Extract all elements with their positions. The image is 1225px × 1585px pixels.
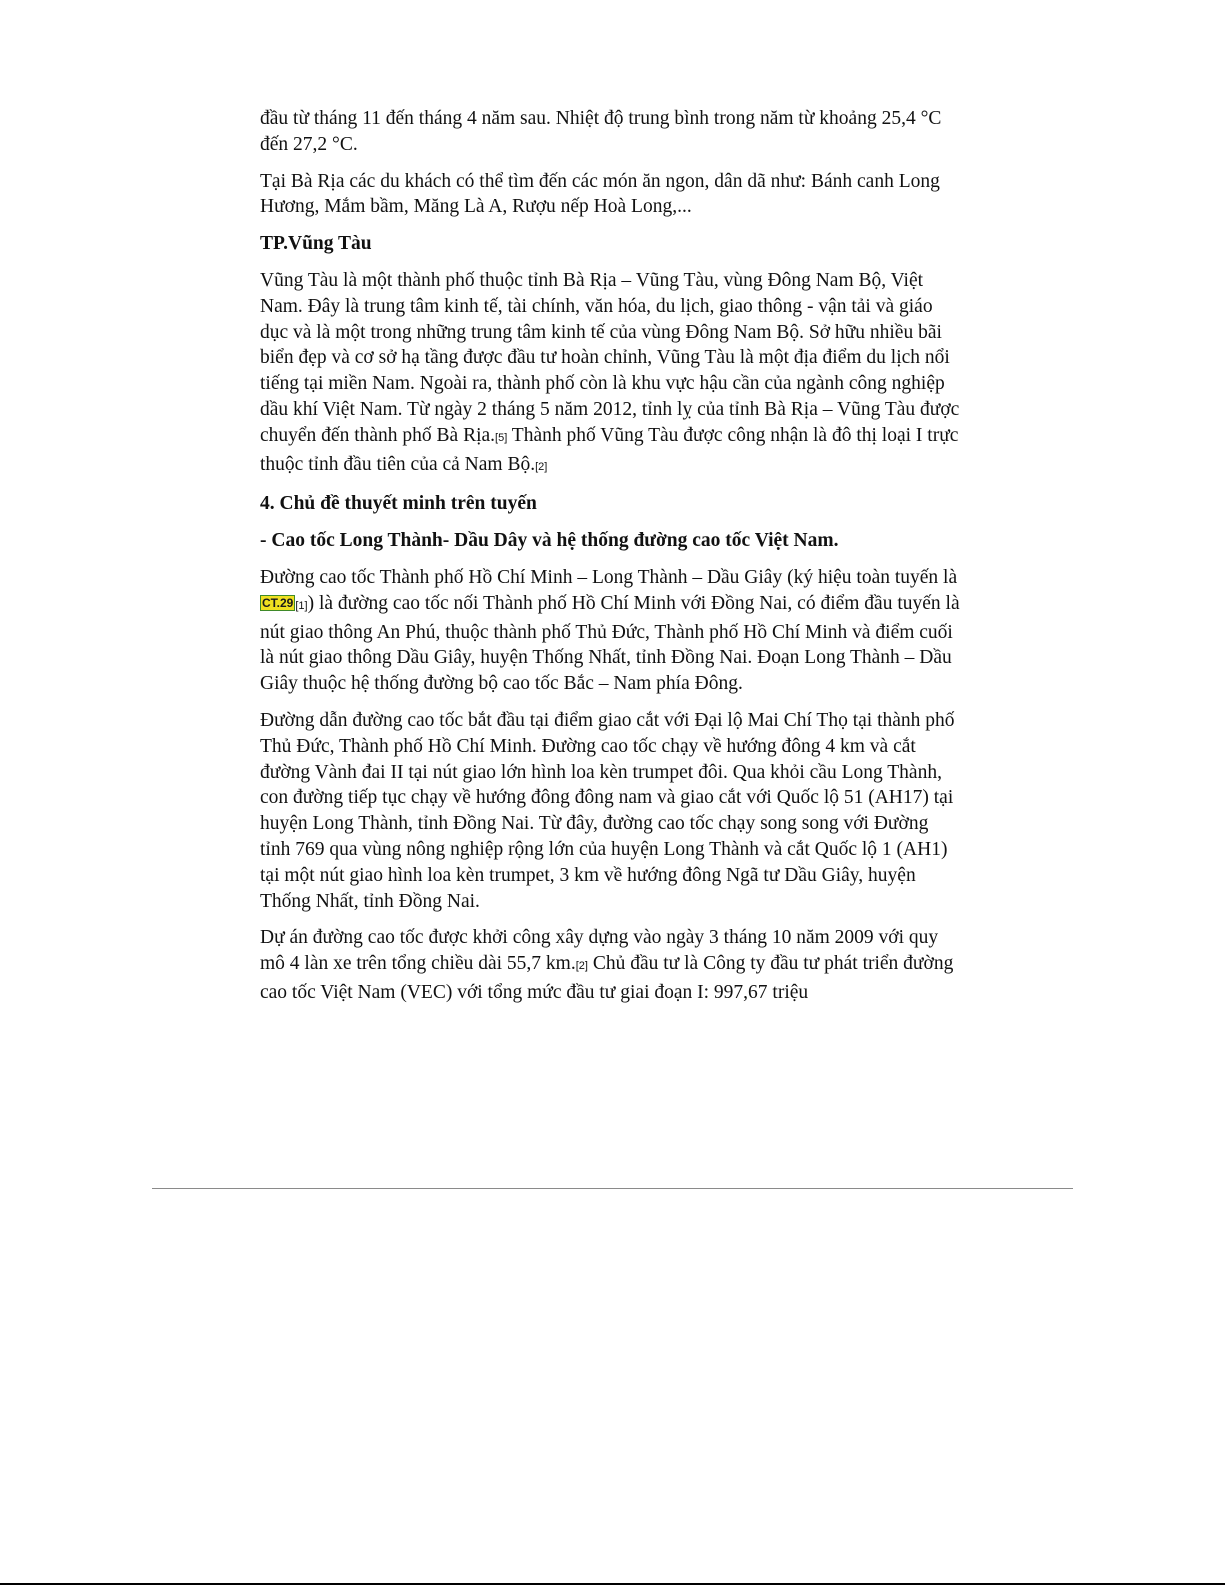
paragraph-text-continued: ) là đường cao tốc nối Thành phố Hồ Chí Minh với Đồng Nai, có điểm đầu tuyến là nút giao thông An Phú, thuộc thành phố Thủ Đức, Thành phố Hồ Chí Minh và điểm cuối là nút giao thông Dầu Giây, huyện Thống Nhất, tỉnh Đồng Nai. Đoạn Long Thành – Dầu Giây thuộc hệ thống đường bộ cao tốc Bắc – Nam phía Đông. (260, 592, 960, 695)
paragraph-text: Đường cao tốc Thành phố Hồ Chí Minh – Long Thành – Dầu Giây (ký hiệu toàn tuyến là (260, 566, 958, 588)
heading-topic (260, 491, 960, 517)
paragraph-text: Dự án đường cao tốc được khởi công xây dựng vào ngày 3 tháng 10 năm 2009 với quy mô 4 làn xe trên tổng chiều dài 55,7 km. (260, 927, 939, 975)
heading-text: - Cao tốc Long Thành- Dầu Dây và hệ thống đường cao tốc Việt Nam. (260, 530, 839, 552)
highway-code-badge[interactable]: CT.29 (262, 595, 294, 610)
reference-link[interactable]: [5] (495, 431, 508, 444)
paragraph-text-continued: Thành phố Vũng Tàu được công nhận là đô thị loại I trực thuộc tỉnh đầu tiên của cả Nam Bộ. (260, 424, 959, 475)
paragraph-text: Tại Bà Rịa các du khách có thể tìm đến các món ăn ngon, dân dã như: Bánh canh Long Hương, Mắm bầm, Măng Là A, Rượu nếp Hoà Long,... (260, 170, 940, 218)
paragraph-highway-route (260, 708, 960, 914)
paragraph-text: Đường dẫn đường cao tốc bắt đầu tại điểm giao cắt với Đại lộ Mai Chí Thọ tại thành phố Thủ Đức, Thành phố Hồ Chí Minh. Đường cao tốc chạy về hướng đông 4 km và cắt đường Vành đai II tại nút giao lớn hình loa kèn trumpet đôi. Qua khỏi cầu Long Thành, con đường tiếp tục chạy về hướng đông đông nam và giao cắt với Quốc lộ 51 (AH17) tại huyện Long Thành, tỉnh Đồng Nai. Từ đây, đường cao tốc chạy song song với Đường tỉnh 769 qua vùng nông nghiệp rộng lớn của huyện Long Thành và cắt Quốc lộ 1 (AH1) tại một nút giao hình loa kèn trumpet, 3 km về hướng đông Ngã tư Dầu Giây, huyện Thống Nhất, tỉnh Đồng Nai. (260, 709, 955, 912)
paragraph-vung-tau (260, 268, 960, 480)
paragraph-highway-project (260, 925, 960, 1005)
paragraph-ba-ria-food (260, 169, 960, 221)
heading-text: 4. Chủ đề thuyết minh trên tuyến (260, 493, 537, 515)
reference-link[interactable]: [2] (575, 960, 588, 973)
heading-vung-tau (260, 231, 960, 257)
reference-link[interactable]: [1] (295, 599, 308, 612)
heading-highway (260, 528, 960, 554)
reference-link[interactable]: [2] (535, 460, 548, 473)
paragraph-climate (260, 106, 960, 158)
paragraph-text: đầu từ tháng 11 đến tháng 4 năm sau. Nhiệt độ trung bình trong năm từ khoảng 25,4 °C đến 27,2 °C. (260, 108, 942, 155)
paragraph-highway-intro (260, 565, 960, 697)
heading-text: TP.Vũng Tàu (260, 233, 372, 255)
paragraph-text-continued: Chủ đầu tư là Công ty đầu tư phát triển đường cao tốc Việt Nam (VEC) với tổng mức đầu tư giai đoạn I: 997,67 triệu (260, 953, 954, 1003)
page-divider (152, 1188, 1073, 1189)
document-body (260, 106, 960, 1017)
paragraph-text: Vũng Tàu là một thành phố thuộc tỉnh Bà Rịa – Vũng Tàu, vùng Đông Nam Bộ, Việt Nam. Đây là trung tâm kinh tế, tài chính, văn hóa, du lịch, giao thông - vận tải và giáo dục và là một trong những trung tâm kinh tế của vùng Đông Nam Bộ. Sở hữu nhiều bãi biển đẹp và cơ sở hạ tầng được đầu tư hoàn chỉnh, Vũng Tàu là một địa điểm du lịch nổi tiếng tại miền Nam. Ngoài ra, thành phố còn là khu vực hậu cần của ngành công nghiệp dầu khí Việt Nam. Từ ngày 2 tháng 5 năm 2012, tỉnh lỵ của tỉnh Bà Rịa – Vũng Tàu được chuyển đến thành phố Bà Rịa. (260, 269, 960, 446)
